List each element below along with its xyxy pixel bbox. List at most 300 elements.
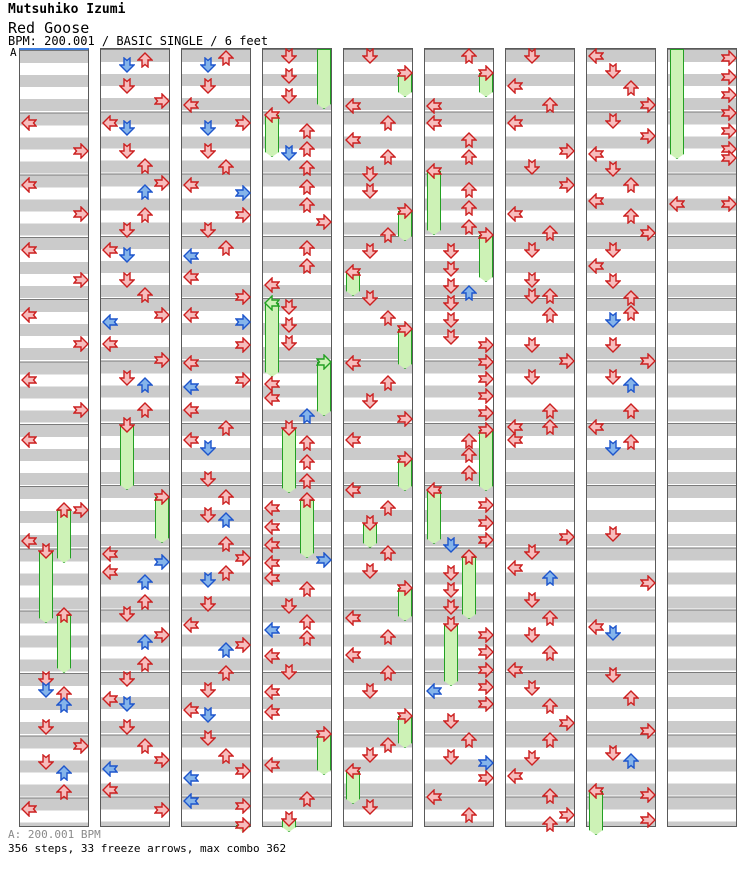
step-arrow — [588, 619, 604, 635]
step-arrow — [218, 642, 234, 658]
step-arrow — [380, 665, 396, 681]
step-arrow — [443, 329, 459, 345]
freeze-arrow-head — [264, 295, 280, 311]
step-arrow — [640, 97, 656, 113]
step-arrow — [73, 272, 89, 288]
freeze-arrow-head — [426, 163, 442, 179]
step-arrow — [524, 159, 540, 175]
step-arrow — [507, 78, 523, 94]
step-arrow — [119, 671, 135, 687]
step-arrow — [605, 273, 621, 289]
step-arrow — [119, 78, 135, 94]
step-arrow — [478, 388, 494, 404]
step-arrow — [559, 177, 575, 193]
freeze-arrow-head — [281, 420, 297, 436]
freeze-arrow-body — [317, 49, 331, 109]
step-arrow — [362, 183, 378, 199]
step-arrow — [73, 336, 89, 352]
step-arrow — [21, 372, 37, 388]
step-arrow — [426, 115, 442, 131]
step-arrow — [478, 405, 494, 421]
freeze-arrow-body — [462, 557, 476, 619]
step-arrow — [623, 305, 639, 321]
step-arrow — [588, 258, 604, 274]
step-arrow — [345, 647, 361, 663]
step-arrow — [281, 664, 297, 680]
step-arrow — [461, 465, 477, 481]
step-arrow — [200, 57, 216, 73]
step-arrow — [218, 159, 234, 175]
step-arrow — [183, 432, 199, 448]
step-arrow — [21, 177, 37, 193]
step-arrow — [605, 369, 621, 385]
step-arrow — [443, 261, 459, 277]
step-arrow — [183, 617, 199, 633]
step-arrow — [345, 432, 361, 448]
step-arrow — [478, 627, 494, 643]
step-arrow — [559, 143, 575, 159]
step-arrow — [362, 799, 378, 815]
step-arrow — [137, 207, 153, 223]
step-arrow — [299, 630, 315, 646]
step-arrow — [478, 532, 494, 548]
step-arrow — [524, 750, 540, 766]
step-arrow — [380, 629, 396, 645]
step-arrow — [362, 48, 378, 64]
step-arrow — [137, 52, 153, 68]
step-arrow — [235, 207, 251, 223]
step-arrow — [200, 596, 216, 612]
step-arrow — [299, 240, 315, 256]
step-arrow — [183, 269, 199, 285]
step-arrow — [102, 115, 118, 131]
step-arrow — [235, 372, 251, 388]
step-arrow — [119, 247, 135, 263]
freeze-arrow-head — [281, 811, 297, 827]
step-arrow — [21, 801, 37, 817]
step-arrow — [623, 208, 639, 224]
step-arrow — [235, 337, 251, 353]
step-arrow — [524, 544, 540, 560]
freeze-arrow-head — [397, 65, 413, 81]
step-arrow — [426, 683, 442, 699]
step-arrow — [640, 575, 656, 591]
step-arrow — [137, 738, 153, 754]
step-arrow — [299, 581, 315, 597]
step-arrow — [605, 440, 621, 456]
step-arrow — [380, 149, 396, 165]
step-arrow — [640, 128, 656, 144]
step-arrow — [183, 248, 199, 264]
step-arrow — [542, 645, 558, 661]
freeze-arrow-head — [478, 227, 494, 243]
step-arrow — [73, 206, 89, 222]
step-arrow — [218, 665, 234, 681]
step-arrow — [119, 222, 135, 238]
step-arrow — [588, 193, 604, 209]
step-arrow — [154, 352, 170, 368]
step-arrow — [478, 644, 494, 660]
step-arrow — [119, 120, 135, 136]
step-arrow — [507, 432, 523, 448]
step-arrow — [281, 317, 297, 333]
step-arrow — [640, 787, 656, 803]
step-arrow — [154, 175, 170, 191]
step-arrow — [542, 732, 558, 748]
freeze-arrow-head — [235, 817, 251, 833]
freeze-arrow-body — [427, 171, 441, 235]
step-arrow — [640, 812, 656, 828]
step-arrow — [345, 482, 361, 498]
step-arrow — [137, 656, 153, 672]
step-arrow — [640, 723, 656, 739]
step-arrow — [443, 537, 459, 553]
step-arrow — [137, 402, 153, 418]
step-arrow — [345, 132, 361, 148]
step-arrow — [362, 747, 378, 763]
step-arrow — [461, 285, 477, 301]
step-arrow — [56, 697, 72, 713]
step-arrow — [478, 679, 494, 695]
step-arrow — [426, 98, 442, 114]
step-arrow — [605, 161, 621, 177]
step-arrow — [137, 634, 153, 650]
step-arrow — [721, 123, 737, 139]
step-arrow — [102, 546, 118, 562]
step-arrow — [154, 93, 170, 109]
freeze-arrow-head — [397, 203, 413, 219]
freeze-arrow-body — [265, 303, 279, 377]
step-arrow — [542, 419, 558, 435]
freeze-arrow-head — [154, 489, 170, 505]
step-arrow — [478, 696, 494, 712]
step-arrow — [299, 179, 315, 195]
step-arrow — [281, 145, 297, 161]
step-arrow — [443, 582, 459, 598]
step-arrow — [154, 802, 170, 818]
step-arrow — [507, 206, 523, 222]
step-arrow — [721, 196, 737, 212]
step-arrow — [137, 158, 153, 174]
step-arrow — [362, 393, 378, 409]
step-arrow — [73, 402, 89, 418]
step-arrow — [119, 370, 135, 386]
step-arrow — [137, 287, 153, 303]
step-arrow — [299, 614, 315, 630]
step-arrow — [154, 752, 170, 768]
step-arrow — [235, 314, 251, 330]
step-arrow — [623, 177, 639, 193]
step-arrow — [56, 784, 72, 800]
step-arrow — [218, 748, 234, 764]
step-arrow — [524, 288, 540, 304]
step-arrow — [235, 798, 251, 814]
step-arrow — [559, 529, 575, 545]
freeze-arrow-body — [57, 615, 71, 673]
step-arrow — [362, 563, 378, 579]
step-arrow — [380, 375, 396, 391]
step-arrow — [154, 307, 170, 323]
step-arrow — [154, 627, 170, 643]
step-arrow — [316, 552, 332, 568]
freeze-arrow-head — [443, 616, 459, 632]
step-arrow — [605, 337, 621, 353]
step-arrow — [299, 408, 315, 424]
step-arrow — [542, 788, 558, 804]
step-arrow — [478, 354, 494, 370]
freeze-arrow-body — [282, 428, 296, 493]
freeze-arrow-body — [317, 362, 331, 416]
step-arrow — [299, 160, 315, 176]
step-arrow — [102, 691, 118, 707]
step-arrow — [542, 403, 558, 419]
step-arrow — [21, 242, 37, 258]
step-arrow — [264, 684, 280, 700]
step-arrow — [559, 353, 575, 369]
step-arrow — [588, 146, 604, 162]
step-arrow — [200, 730, 216, 746]
freeze-arrow-head — [426, 482, 442, 498]
step-arrow — [559, 715, 575, 731]
step-arrow — [461, 182, 477, 198]
freeze-arrow-body — [427, 490, 441, 544]
step-arrow — [218, 50, 234, 66]
step-arrow — [478, 770, 494, 786]
step-arrow — [299, 435, 315, 451]
step-arrow — [478, 755, 494, 771]
step-arrow — [443, 565, 459, 581]
step-arrow — [21, 533, 37, 549]
step-arrow — [119, 606, 135, 622]
step-arrow — [119, 272, 135, 288]
freeze-arrow-head — [461, 549, 477, 565]
step-arrow — [507, 115, 523, 131]
step-arrow — [443, 312, 459, 328]
song-title: Red Goose — [8, 19, 90, 37]
step-arrow — [200, 120, 216, 136]
step-arrow — [461, 732, 477, 748]
step-arrow — [721, 105, 737, 121]
step-arrow — [605, 526, 621, 542]
step-arrow — [721, 150, 737, 166]
step-arrow — [137, 574, 153, 590]
step-arrow — [478, 515, 494, 531]
step-arrow — [426, 789, 442, 805]
step-arrow — [605, 242, 621, 258]
step-arrow — [264, 555, 280, 571]
step-arrow — [183, 97, 199, 113]
step-arrow — [73, 502, 89, 518]
step-arrow — [235, 637, 251, 653]
step-arrow — [605, 113, 621, 129]
step-arrow — [380, 227, 396, 243]
freeze-arrow-body — [120, 425, 134, 490]
step-arrow — [200, 682, 216, 698]
step-arrow — [380, 500, 396, 516]
step-arrow — [380, 115, 396, 131]
chart-meta: BPM: 200.001 / BASIC SINGLE / 6 feet — [8, 34, 269, 48]
freeze-arrow-body — [670, 49, 684, 159]
freeze-arrow-head — [345, 763, 361, 779]
step-arrow — [443, 749, 459, 765]
step-arrow — [507, 662, 523, 678]
step-arrow — [281, 335, 297, 351]
step-arrow — [38, 754, 54, 770]
step-arrow — [380, 310, 396, 326]
freeze-arrow-head — [478, 422, 494, 438]
step-arrow — [200, 572, 216, 588]
step-arrow — [200, 471, 216, 487]
step-arrow — [281, 88, 297, 104]
step-arrow — [183, 379, 199, 395]
freeze-arrow-body — [479, 430, 493, 491]
step-arrow — [640, 225, 656, 241]
step-arrow — [56, 765, 72, 781]
step-arrow — [119, 143, 135, 159]
step-arrow — [380, 545, 396, 561]
step-arrow — [588, 419, 604, 435]
step-arrow — [542, 97, 558, 113]
chart-column-2 — [100, 48, 170, 827]
step-arrow — [623, 80, 639, 96]
step-arrow — [102, 242, 118, 258]
step-arrow — [299, 473, 315, 489]
step-arrow — [183, 355, 199, 371]
step-arrow — [478, 371, 494, 387]
step-arrow — [218, 512, 234, 528]
step-arrow — [183, 702, 199, 718]
step-arrow — [218, 565, 234, 581]
step-arrow — [183, 770, 199, 786]
step-arrow — [218, 240, 234, 256]
step-arrow — [542, 307, 558, 323]
step-arrow — [524, 627, 540, 643]
step-arrow — [264, 519, 280, 535]
step-arrow — [623, 403, 639, 419]
step-arrow — [605, 625, 621, 641]
step-arrow — [102, 782, 118, 798]
step-arrow — [218, 420, 234, 436]
step-arrow — [461, 149, 477, 165]
freeze-arrow-head — [362, 515, 378, 531]
step-arrow — [461, 447, 477, 463]
step-arrow — [183, 307, 199, 323]
step-arrow — [200, 222, 216, 238]
step-arrow — [605, 667, 621, 683]
step-arrow — [443, 243, 459, 259]
step-arrow — [721, 50, 737, 66]
step-arrow — [524, 48, 540, 64]
step-arrow — [102, 564, 118, 580]
step-arrow — [235, 289, 251, 305]
step-arrow — [443, 295, 459, 311]
step-arrow — [264, 570, 280, 586]
step-arrow — [73, 738, 89, 754]
step-arrow — [281, 299, 297, 315]
freeze-arrow-head — [397, 321, 413, 337]
step-arrow — [345, 610, 361, 626]
step-arrow — [264, 500, 280, 516]
step-arrow — [200, 507, 216, 523]
freeze-arrow-head — [397, 708, 413, 724]
step-arrow — [542, 288, 558, 304]
step-arrow — [542, 610, 558, 626]
step-arrow — [623, 690, 639, 706]
freeze-arrow-head — [119, 417, 135, 433]
step-arrow — [443, 599, 459, 615]
step-arrow — [218, 536, 234, 552]
step-arrow — [478, 662, 494, 678]
freeze-arrow-head — [316, 726, 332, 742]
step-arrow — [119, 719, 135, 735]
step-arrow — [102, 336, 118, 352]
step-arrow — [73, 143, 89, 159]
song-artist: Mutsuhiko Izumi — [8, 2, 126, 17]
step-arrow — [183, 793, 199, 809]
step-arrow — [235, 763, 251, 779]
freeze-arrow-head — [588, 783, 604, 799]
step-arrow — [605, 63, 621, 79]
step-arrow — [299, 141, 315, 157]
step-arrow — [524, 337, 540, 353]
step-arrow — [524, 242, 540, 258]
step-arrow — [299, 791, 315, 807]
step-arrow — [461, 48, 477, 64]
freeze-arrow-head — [316, 354, 332, 370]
step-arrow — [542, 698, 558, 714]
step-arrow — [362, 166, 378, 182]
step-arrow — [200, 707, 216, 723]
step-arrow — [264, 277, 280, 293]
step-arrow — [524, 680, 540, 696]
step-arrow — [623, 377, 639, 393]
step-arrow — [281, 598, 297, 614]
step-arrow — [235, 185, 251, 201]
step-arrow — [461, 200, 477, 216]
freeze-arrow-head — [38, 543, 54, 559]
chart-column-8 — [586, 48, 656, 827]
step-arrow — [362, 683, 378, 699]
step-arrow — [38, 719, 54, 735]
step-arrow — [721, 87, 737, 103]
step-arrow — [21, 115, 37, 131]
freeze-arrow-head — [397, 451, 413, 467]
step-arrow — [137, 184, 153, 200]
step-arrow — [264, 537, 280, 553]
step-arrow — [345, 355, 361, 371]
step-arrow — [200, 143, 216, 159]
step-arrow — [623, 434, 639, 450]
freeze-arrow-body — [39, 551, 53, 623]
freeze-arrow-head — [345, 264, 361, 280]
bpm-marker-label: A — [10, 46, 17, 59]
step-arrow — [542, 225, 558, 241]
freeze-arrow-body — [444, 624, 458, 686]
step-arrow — [264, 757, 280, 773]
step-arrow — [119, 57, 135, 73]
step-arrow — [478, 497, 494, 513]
step-arrow — [721, 69, 737, 85]
step-arrow — [218, 489, 234, 505]
step-arrow — [38, 682, 54, 698]
step-arrow — [397, 411, 413, 427]
step-arrow — [281, 48, 297, 64]
step-arrow — [102, 761, 118, 777]
step-arrow — [316, 214, 332, 230]
footer-bpm-legend: A: 200.001 BPM — [8, 828, 101, 841]
step-arrow — [299, 258, 315, 274]
step-arrow — [478, 337, 494, 353]
